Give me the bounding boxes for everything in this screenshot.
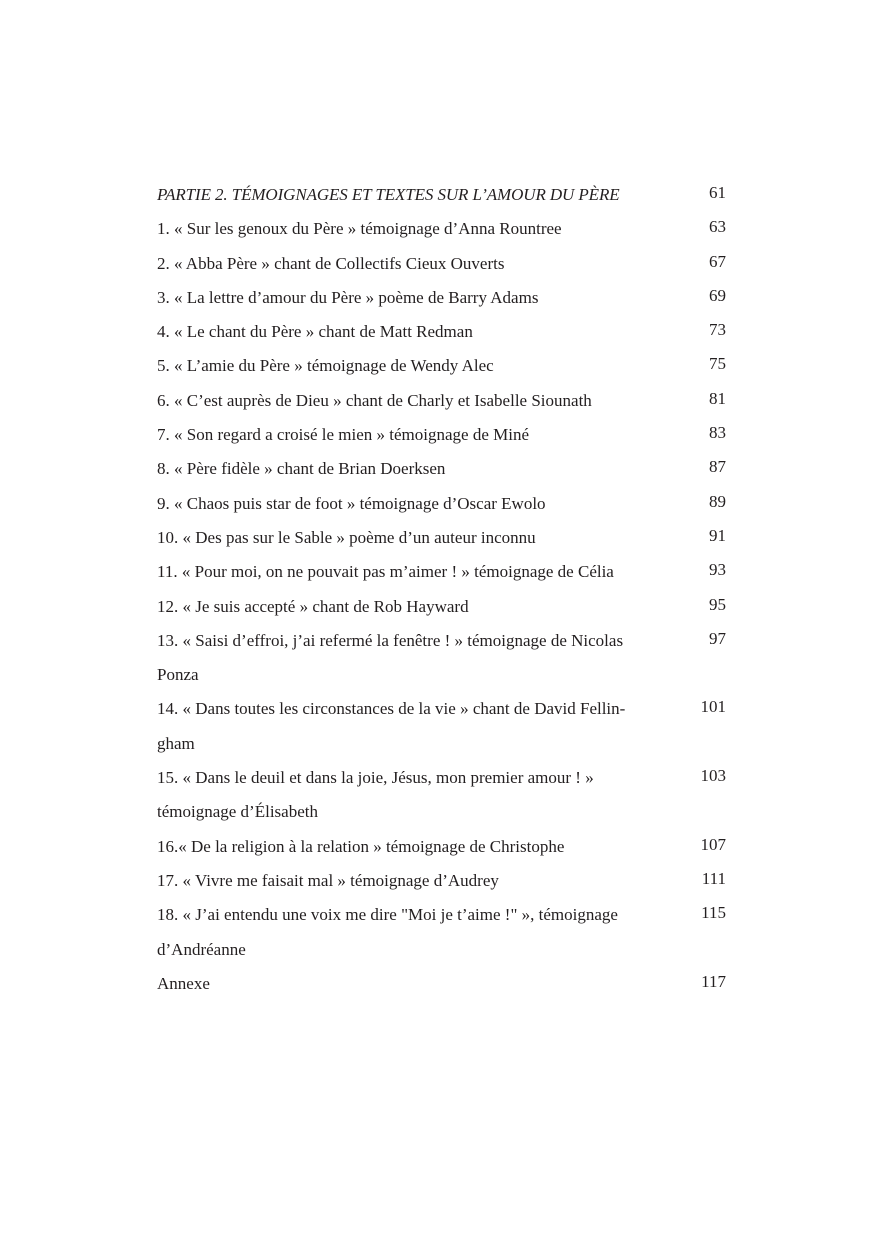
toc-entry-page-number: 75 xyxy=(709,354,726,374)
toc-entry-title: 17. « Vivre me faisait mal » témoignage d’Audrey xyxy=(157,870,499,890)
toc-entry xyxy=(157,487,726,521)
toc-entry-title: Annexe xyxy=(157,973,210,993)
toc-entry-page-number: 101 xyxy=(700,697,726,717)
toc-entry-title: 13. « Saisi d’effroi, j’ai refermé la fenêtre ! » témoignage de Nicolas Ponza xyxy=(157,630,624,685)
toc-entry-page-number: 91 xyxy=(709,525,726,545)
toc-entry xyxy=(157,624,726,693)
toc-entry-page-number: 67 xyxy=(709,251,726,271)
toc-entry xyxy=(157,864,726,898)
toc-entry-page-number: 107 xyxy=(700,834,726,854)
toc-entry xyxy=(157,212,726,246)
toc-part-heading xyxy=(157,178,726,212)
toc-entry xyxy=(157,521,726,555)
toc-entry-page-number: 69 xyxy=(709,285,726,305)
toc-entry-page-number: 117 xyxy=(701,971,726,991)
toc-entry-page-number: 97 xyxy=(709,628,726,648)
toc-entry-title: 15. « Dans le deuil et dans la joie, Jésus, mon premier amour ! » témoignage d’Élisabeth xyxy=(157,768,594,822)
toc-entry-title: 16.« De la religion à la relation » témoignage de Christophe xyxy=(157,836,565,856)
toc-entry xyxy=(157,555,726,589)
toc-entry-page-number: 93 xyxy=(709,560,726,580)
toc-entry-page-number: 73 xyxy=(709,320,726,340)
toc-entry-title: 2. « Abba Père » chant de Collectifs Cieux Ouverts xyxy=(157,253,505,273)
toc-entry xyxy=(157,247,726,281)
toc-entry-page-number: 83 xyxy=(709,423,726,443)
toc-entry xyxy=(157,692,726,761)
toc-entry xyxy=(157,761,726,830)
toc-entry xyxy=(157,349,726,383)
toc-entry-title: 11. « Pour moi, on ne pouvait pas m’aimer ! » témoignage de Célia xyxy=(157,562,614,582)
toc-entry xyxy=(157,590,726,624)
toc-entry-page-number: 87 xyxy=(709,457,726,477)
toc-entry-page-number: 103 xyxy=(700,766,726,786)
part-title: PARTIE 2. TÉMOIGNAGES ET TEXTES SUR L’AMOUR DU PÈRE xyxy=(157,185,620,204)
toc-entry-title: 1. « Sur les genoux du Père » témoignage d’Anna Rountree xyxy=(157,219,562,239)
toc-entry xyxy=(157,967,726,1001)
toc-entry xyxy=(157,384,726,418)
toc-entries xyxy=(157,212,726,1001)
toc-entry xyxy=(157,898,726,967)
toc-entry-title: 18. « J’ai entendu une voix me dire "Moi je t’aime !" », témoignage d’Andréanne xyxy=(157,905,618,959)
toc-entry xyxy=(157,281,726,315)
table-of-contents xyxy=(157,178,726,1001)
toc-entry-title: 8. « Père fidèle » chant de Brian Doerksen xyxy=(157,459,446,479)
toc-entry xyxy=(157,418,726,452)
part-page-number: 61 xyxy=(709,183,726,202)
toc-entry-title: 5. « L’amie du Père » témoignage de Wendy Alec xyxy=(157,356,494,376)
toc-entry-title: 6. « C’est auprès de Dieu » chant de Charly et Isabelle Siounath xyxy=(157,390,592,410)
toc-entry xyxy=(157,315,726,349)
toc-entry-title: 7. « Son regard a croisé le mien » témoignage de Miné xyxy=(157,425,529,445)
toc-entry-title: 14. « Dans toutes les circonstances de la vie » chant de David Fellin-gham xyxy=(157,699,626,753)
toc-entry-title: 9. « Chaos puis star de foot » témoignage d’Oscar Ewolo xyxy=(157,493,546,513)
toc-entry-page-number: 111 xyxy=(701,868,726,888)
toc-entry-page-number: 89 xyxy=(709,491,726,511)
toc-entry-title: 10. « Des pas sur le Sable » poème d’un auteur inconnu xyxy=(157,527,536,547)
toc-entry xyxy=(157,452,726,486)
toc-entry-title: 3. « La lettre d’amour du Père » poème de Barry Adams xyxy=(157,287,539,307)
toc-entry-page-number: 115 xyxy=(701,903,726,923)
toc-entry-title: 4. « Le chant du Père » chant de Matt Redman xyxy=(157,322,473,342)
toc-entry-page-number: 81 xyxy=(709,388,726,408)
toc-entry-page-number: 95 xyxy=(709,594,726,614)
toc-entry-page-number: 63 xyxy=(709,217,726,237)
toc-entry-title: 12. « Je suis accepté » chant de Rob Hayward xyxy=(157,596,469,616)
toc-entry xyxy=(157,830,726,864)
